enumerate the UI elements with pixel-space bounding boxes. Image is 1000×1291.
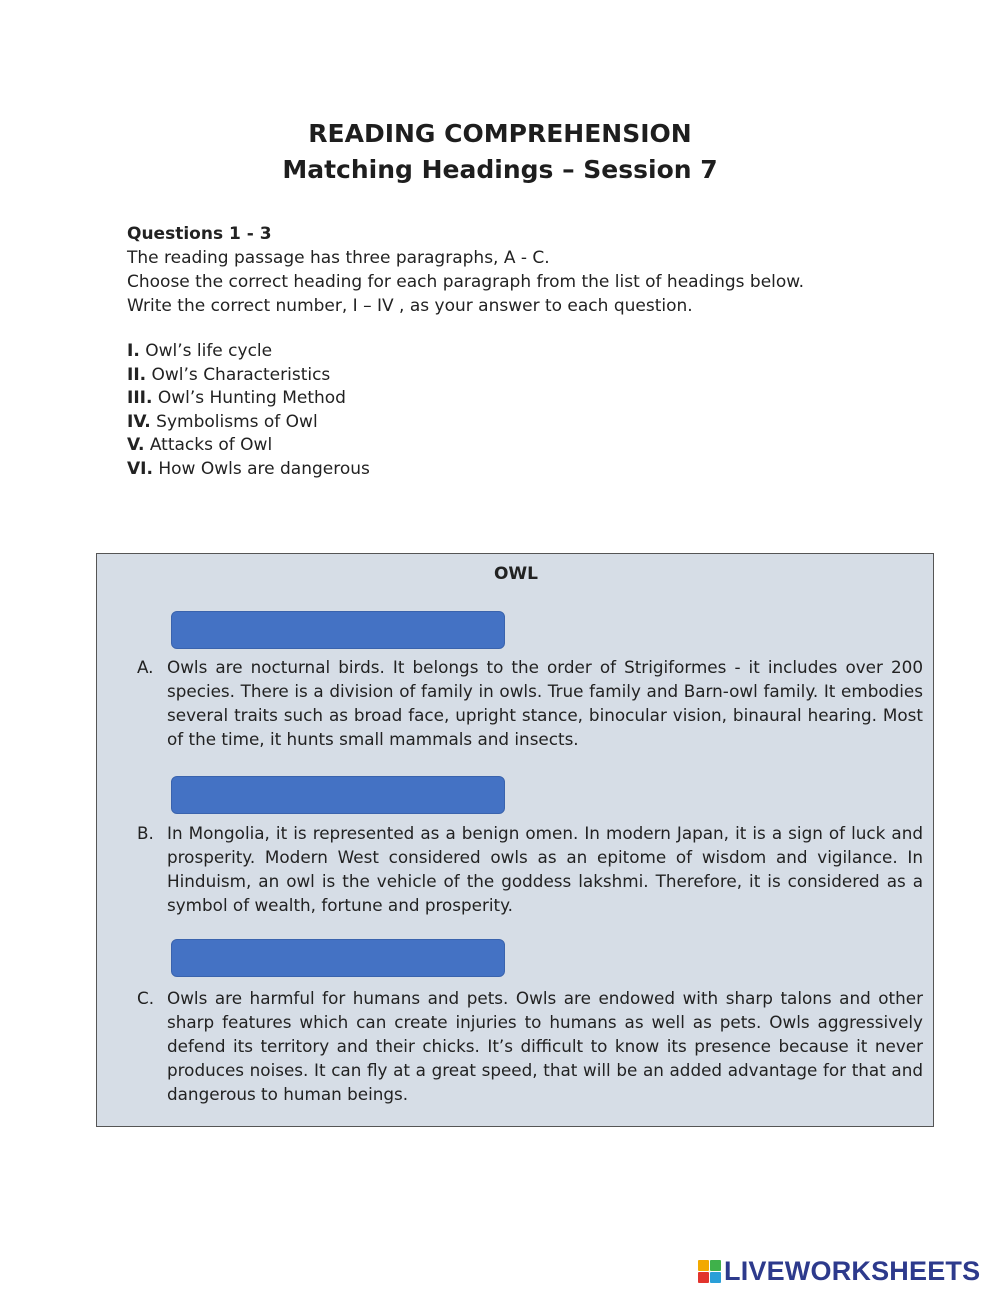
instruction-line-1: The reading passage has three paragraphs, A - C. [127,248,550,268]
paragraph-letter: A. [137,657,154,677]
heading-item [127,434,927,458]
answer-input-c[interactable] [171,939,505,977]
heading-item [127,340,927,364]
logo-blocks-icon [698,1260,721,1283]
heading-number: III. [127,388,153,409]
title-line-1: READING COMPREHENSION [308,119,692,148]
heading-item [127,411,927,435]
heading-text: Owl’s Hunting Method [157,388,346,409]
heading-number: I. [127,341,140,361]
logo-block [698,1272,709,1283]
instructions [127,222,927,318]
page-title [0,116,1000,188]
answer-input-a[interactable] [171,611,505,649]
passage-box [96,553,934,1127]
heading-number: VI. [127,458,153,479]
heading-text: Owl’s Characteristics [151,364,331,385]
heading-number: II. [127,364,147,385]
paragraph-a [137,655,923,751]
heading-text: Attacks of Owl [149,435,273,456]
answer-input-b[interactable] [171,776,505,814]
heading-item [127,387,927,411]
heading-text: Owl’s life cycle [145,341,273,361]
paragraph-text: Owls are harmful for humans and pets. Owls are endowed with sharp talons and other sharp features which can create injuries to humans as well as pets. Owls aggressively defend its territory and their chicks. It’s difficult to know its presence because it never produces noises. It can fly at a great speed, that will be an added advantage for that and dangerous to human beings. [167,988,923,1104]
questions-label: Questions 1 - 3 [127,224,272,244]
logo-block [710,1272,721,1283]
instruction-line-2: Choose the correct heading for each paragraph from the list of headings below. [127,272,805,292]
heading-item [127,458,927,482]
paragraph-c [137,986,923,1106]
paragraph-letter: B. [137,823,154,843]
logo-text: LIVEWORKSHEETS [724,1255,981,1286]
headings-list [127,340,927,482]
instruction-line-3: Write the correct number, I – IV , as your answer to each question. [127,296,693,316]
paragraph-b [137,821,923,917]
paragraph-text: In Mongolia, it is represented as a benign omen. In modern Japan, it is a sign of luck and prosperity. Modern West considered owls as an epitome of wisdom and vigilance. In Hinduism, an owl is the vehicle of the goddess lakshmi. Therefore, it is considered as a symbol of wealth, fortune and prosperity. [167,823,923,915]
logo-block [698,1260,709,1271]
heading-number: V. [127,435,145,456]
paragraph-text: Owls are nocturnal birds. It belongs to the order of Strigiformes - it includes over 200 species. There is a division of family in owls. True family and Barn-owl family. It embodies several traits such as broad face, upright stance, binocular vision, binaural hearing. Most of the time, it hunts small mammals and insects. [167,657,923,749]
logo-block [710,1260,721,1271]
title-line-2: Matching Headings – Session 7 [282,155,718,184]
heading-text: How Owls are dangerous [158,458,370,479]
heading-item [127,364,927,388]
liveworksheets-logo [698,1256,980,1286]
passage-title: OWL [493,564,539,584]
heading-text: Symbolisms of Owl [156,411,318,432]
heading-number: IV. [127,411,151,432]
paragraph-letter: C. [137,988,155,1008]
